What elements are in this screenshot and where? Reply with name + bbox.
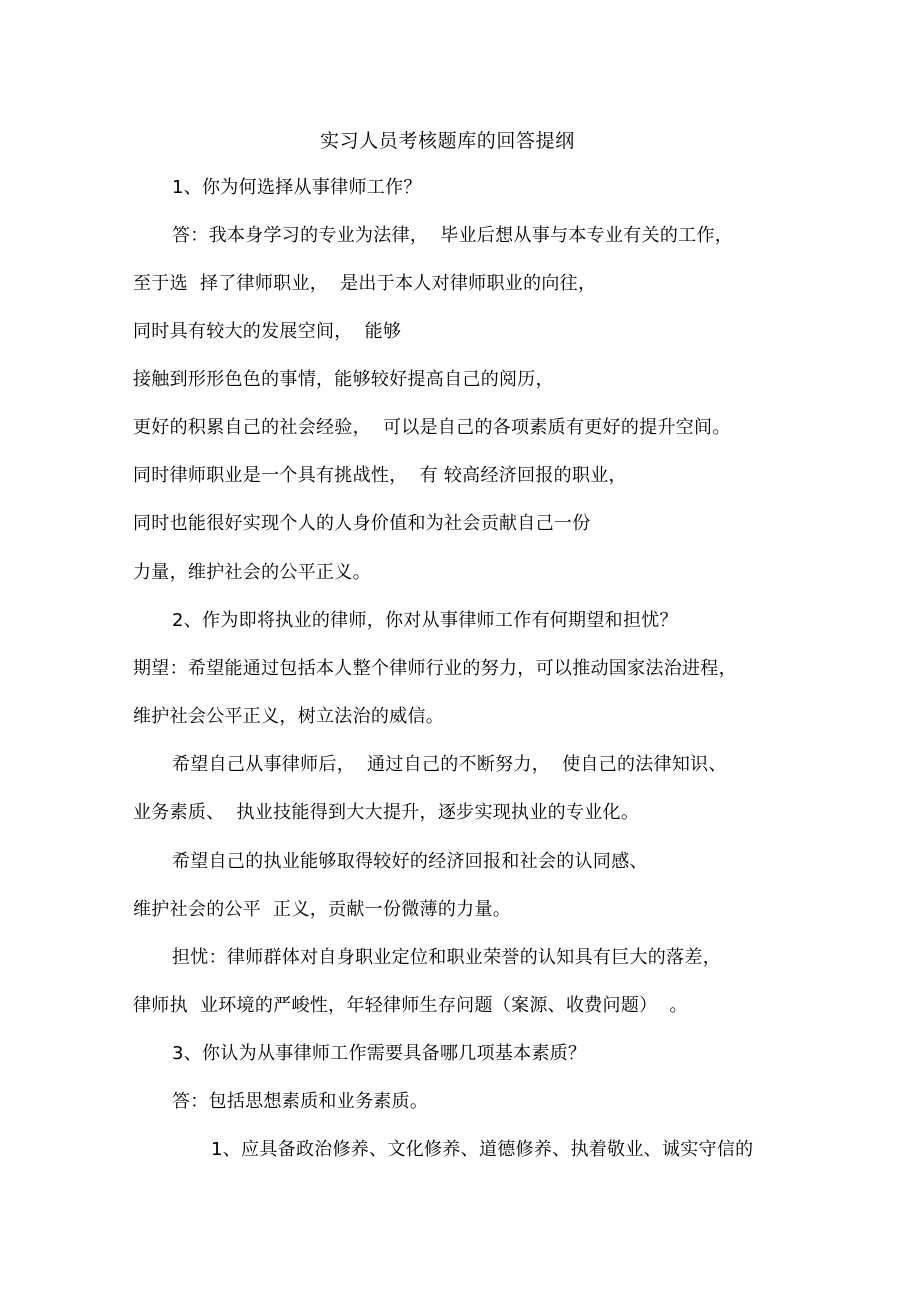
answer-1-line-2: 至于选 择了律师职业， 是出于本人对律师职业的向往，: [133, 273, 597, 294]
answer-1-line-5: 更好的积累自己的社会经验， 可以是自己的各项素质有更好的提升空间。: [133, 417, 731, 438]
answer-1-line-6: 同时律师职业是一个具有挑战性， 有 较高经济回报的职业，: [133, 465, 627, 486]
answer-2-line-1: 期望：希望能通过包括本人整个律师行业的努力，可以推动国家法治进程，: [133, 658, 737, 679]
answer-2-line-2: 维护社会公平正义，树立法治的威信。: [133, 706, 445, 727]
answer-1-line-8: 力量，维护社会的公平正义。: [133, 562, 371, 583]
answer-2-line-7: 担忧：律师群体对自身职业定位和职业荣誉的认知具有巨大的落差，: [172, 947, 721, 968]
answer-1-line-3: 同时具有较大的发展空间， 能够: [133, 321, 402, 342]
answer-1-line-7: 同时也能很好实现个人的人身价值和为社会贡献自己一份: [133, 513, 591, 534]
answer-2-line-5: 希望自己的执业能够取得较好的经济回报和社会的认同感、: [172, 851, 648, 872]
answer-3-line-1: 答：包括思想素质和业务素质。: [172, 1091, 429, 1112]
question-2: 2、作为即将执业的律师，你对从事律师工作有何期望和担忧？: [172, 610, 678, 631]
answer-2-line-8: 律师执 业环境的严峻性，年轻律师生存问题（案源、收费问题） 。: [133, 995, 688, 1016]
answer-2-line-3: 希望自己从事律师后， 通过自己的不断努力， 使自己的法律知识、: [172, 754, 727, 775]
answer-2-line-6: 维护社会的公平 正义，贡献一份微薄的力量。: [133, 899, 512, 920]
document-title: 实习人员考核题库的回答提纲: [320, 130, 575, 152]
answer-1-line-1: 答：我本身学习的专业为法律， 毕业后想从事与本专业有关的工作，: [172, 225, 734, 246]
answer-3-line-2: 1、应具备政治修养、文化修养、道德修养、执着敬业、诚实守信的: [211, 1139, 754, 1160]
answer-1-line-4: 接触到形形色色的事情，能够较好提高自己的阅历，: [133, 369, 554, 390]
question-3: 3、你认为从事律师工作需要具备哪几项基本素质？: [172, 1043, 587, 1064]
answer-2-line-4: 业务素质、 执业技能得到大大提升，逐步实现执业的专业化。: [133, 802, 640, 823]
question-1: 1、你为何选择从事律师工作？: [172, 177, 422, 198]
